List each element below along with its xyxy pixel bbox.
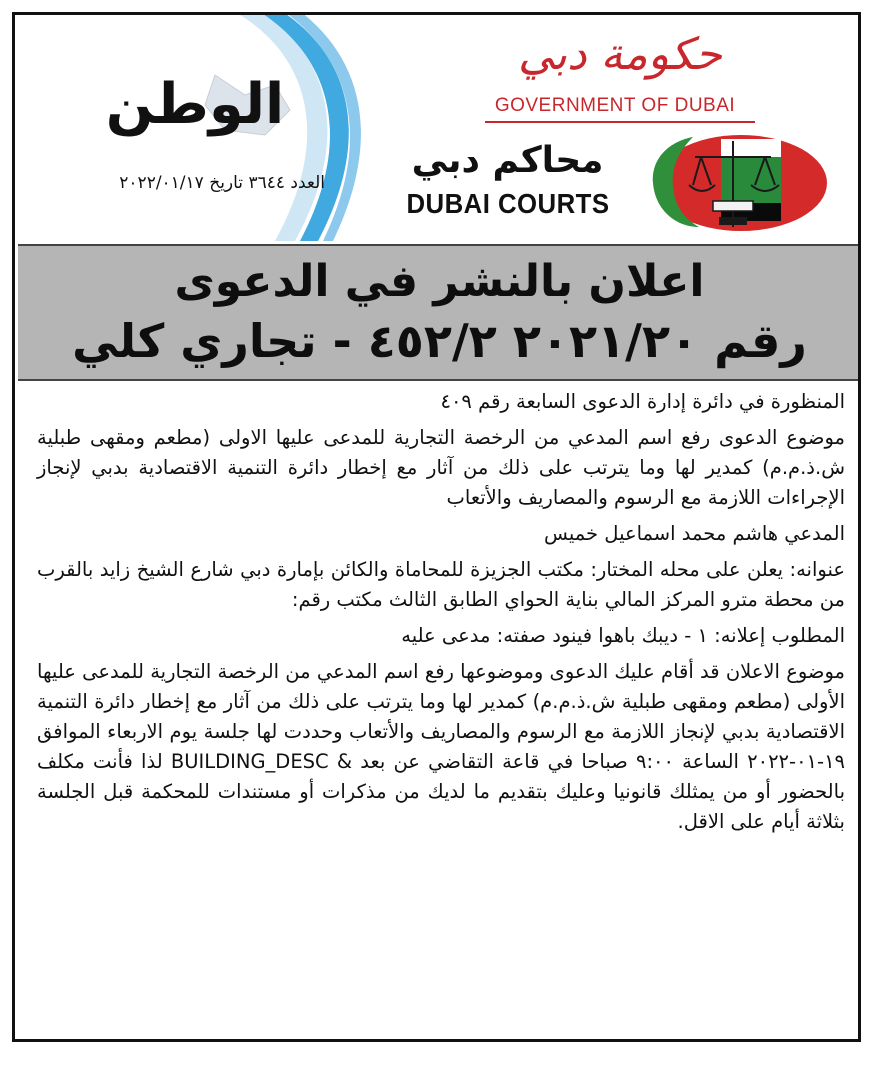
newspaper-name: الوطن: [105, 72, 285, 137]
notice-instruction-text: لذا فأنت مكلف بالحضور أو من يمثلك قانونيا وعليك بتقديم ما لديك من مذكرات أو مستندات للمحكمة قبل الجلسة بثلاثة أيام على الاقل.: [37, 750, 845, 833]
defendant-paragraph: المطلوب إعلانه: ١ - ديبك باهوا فينود صفته: مدعى عليه: [401, 624, 845, 647]
case-subject-paragraph: موضوع الدعوى رفع اسم المدعي من الرخصة التجارية للمدعى عليها الاولى (مطعم ومقهى طبلية ش.ذ.م.م) كمدير لها وما يترتب على ذلك من آثار مع إخطار دائرة التنمية الاقتصادية بدبي لإنجاز الإجراءات اللازمة مع الرسوم والمصاريف والأتعاب: [37, 426, 845, 509]
case-number: رقم ٢٠٢١/٢٠ ٤٥٢/٢ - تجاري كلي: [72, 314, 807, 368]
government-arabic-logo: حكومة دبي: [518, 29, 722, 80]
issue-date-line: العدد ٣٦٤٤ تاريخ ٢٠٢٢/٠١/١٧: [119, 173, 325, 193]
scales-of-justice-emblem-icon: [623, 127, 833, 239]
circuit-paragraph: المنظورة في دائرة إدارة الدعوى السابعة رقم ٤٠٩: [440, 390, 845, 413]
notice-subject-paragraph: [37, 657, 845, 837]
address-paragraph: عنوانه: يعلن على محله المختار: مكتب الجزيزة للمحاماة والكائن بإمارة دبي شارع الشيخ زايد بالقرب من محطة مترو المركز المالي بناية الحواي الطابق الثالث مكتب رقم:: [37, 558, 845, 611]
advertisement-frame: [12, 12, 861, 1042]
government-english-label: GOVERNMENT OF DUBAI: [494, 95, 736, 116]
notice-subject-text: موضوع الاعلان قد أقام عليك الدعوى وموضوعها رفع اسم المدعي من الرخصة التجارية للمدعى عليها الأولى (مطعم ومقهى طبلية ش.ذ.م.م) كمدير لها وما يترتب على ذلك من آثار مع إخطار دائرة التنمية الاقتصادية بدبي لإنجاز اللازمة مع الرسوم والمصاريف والأتعاب وحددت لها جلسة يوم الاربعاء الموافق ١٩-٠١-٢٠٢٢ الساعة ٩:٠٠ صباحا في قاعة التقاضي عن بعد &: [37, 660, 846, 773]
divider: [485, 121, 755, 123]
building-code-text: BUILDING_DESC: [170, 750, 329, 773]
notice-body: [37, 387, 845, 843]
notice-title: اعلان بالنشر في الدعوى: [174, 256, 705, 307]
header: [15, 15, 858, 241]
courts-english-label: DUBAI COURTS: [406, 188, 610, 219]
plaintiff-paragraph: المدعي هاشم محمد اسماعيل خميس: [544, 522, 845, 545]
title-band: [18, 244, 861, 381]
courts-arabic-label: محاكم دبي: [411, 140, 604, 181]
